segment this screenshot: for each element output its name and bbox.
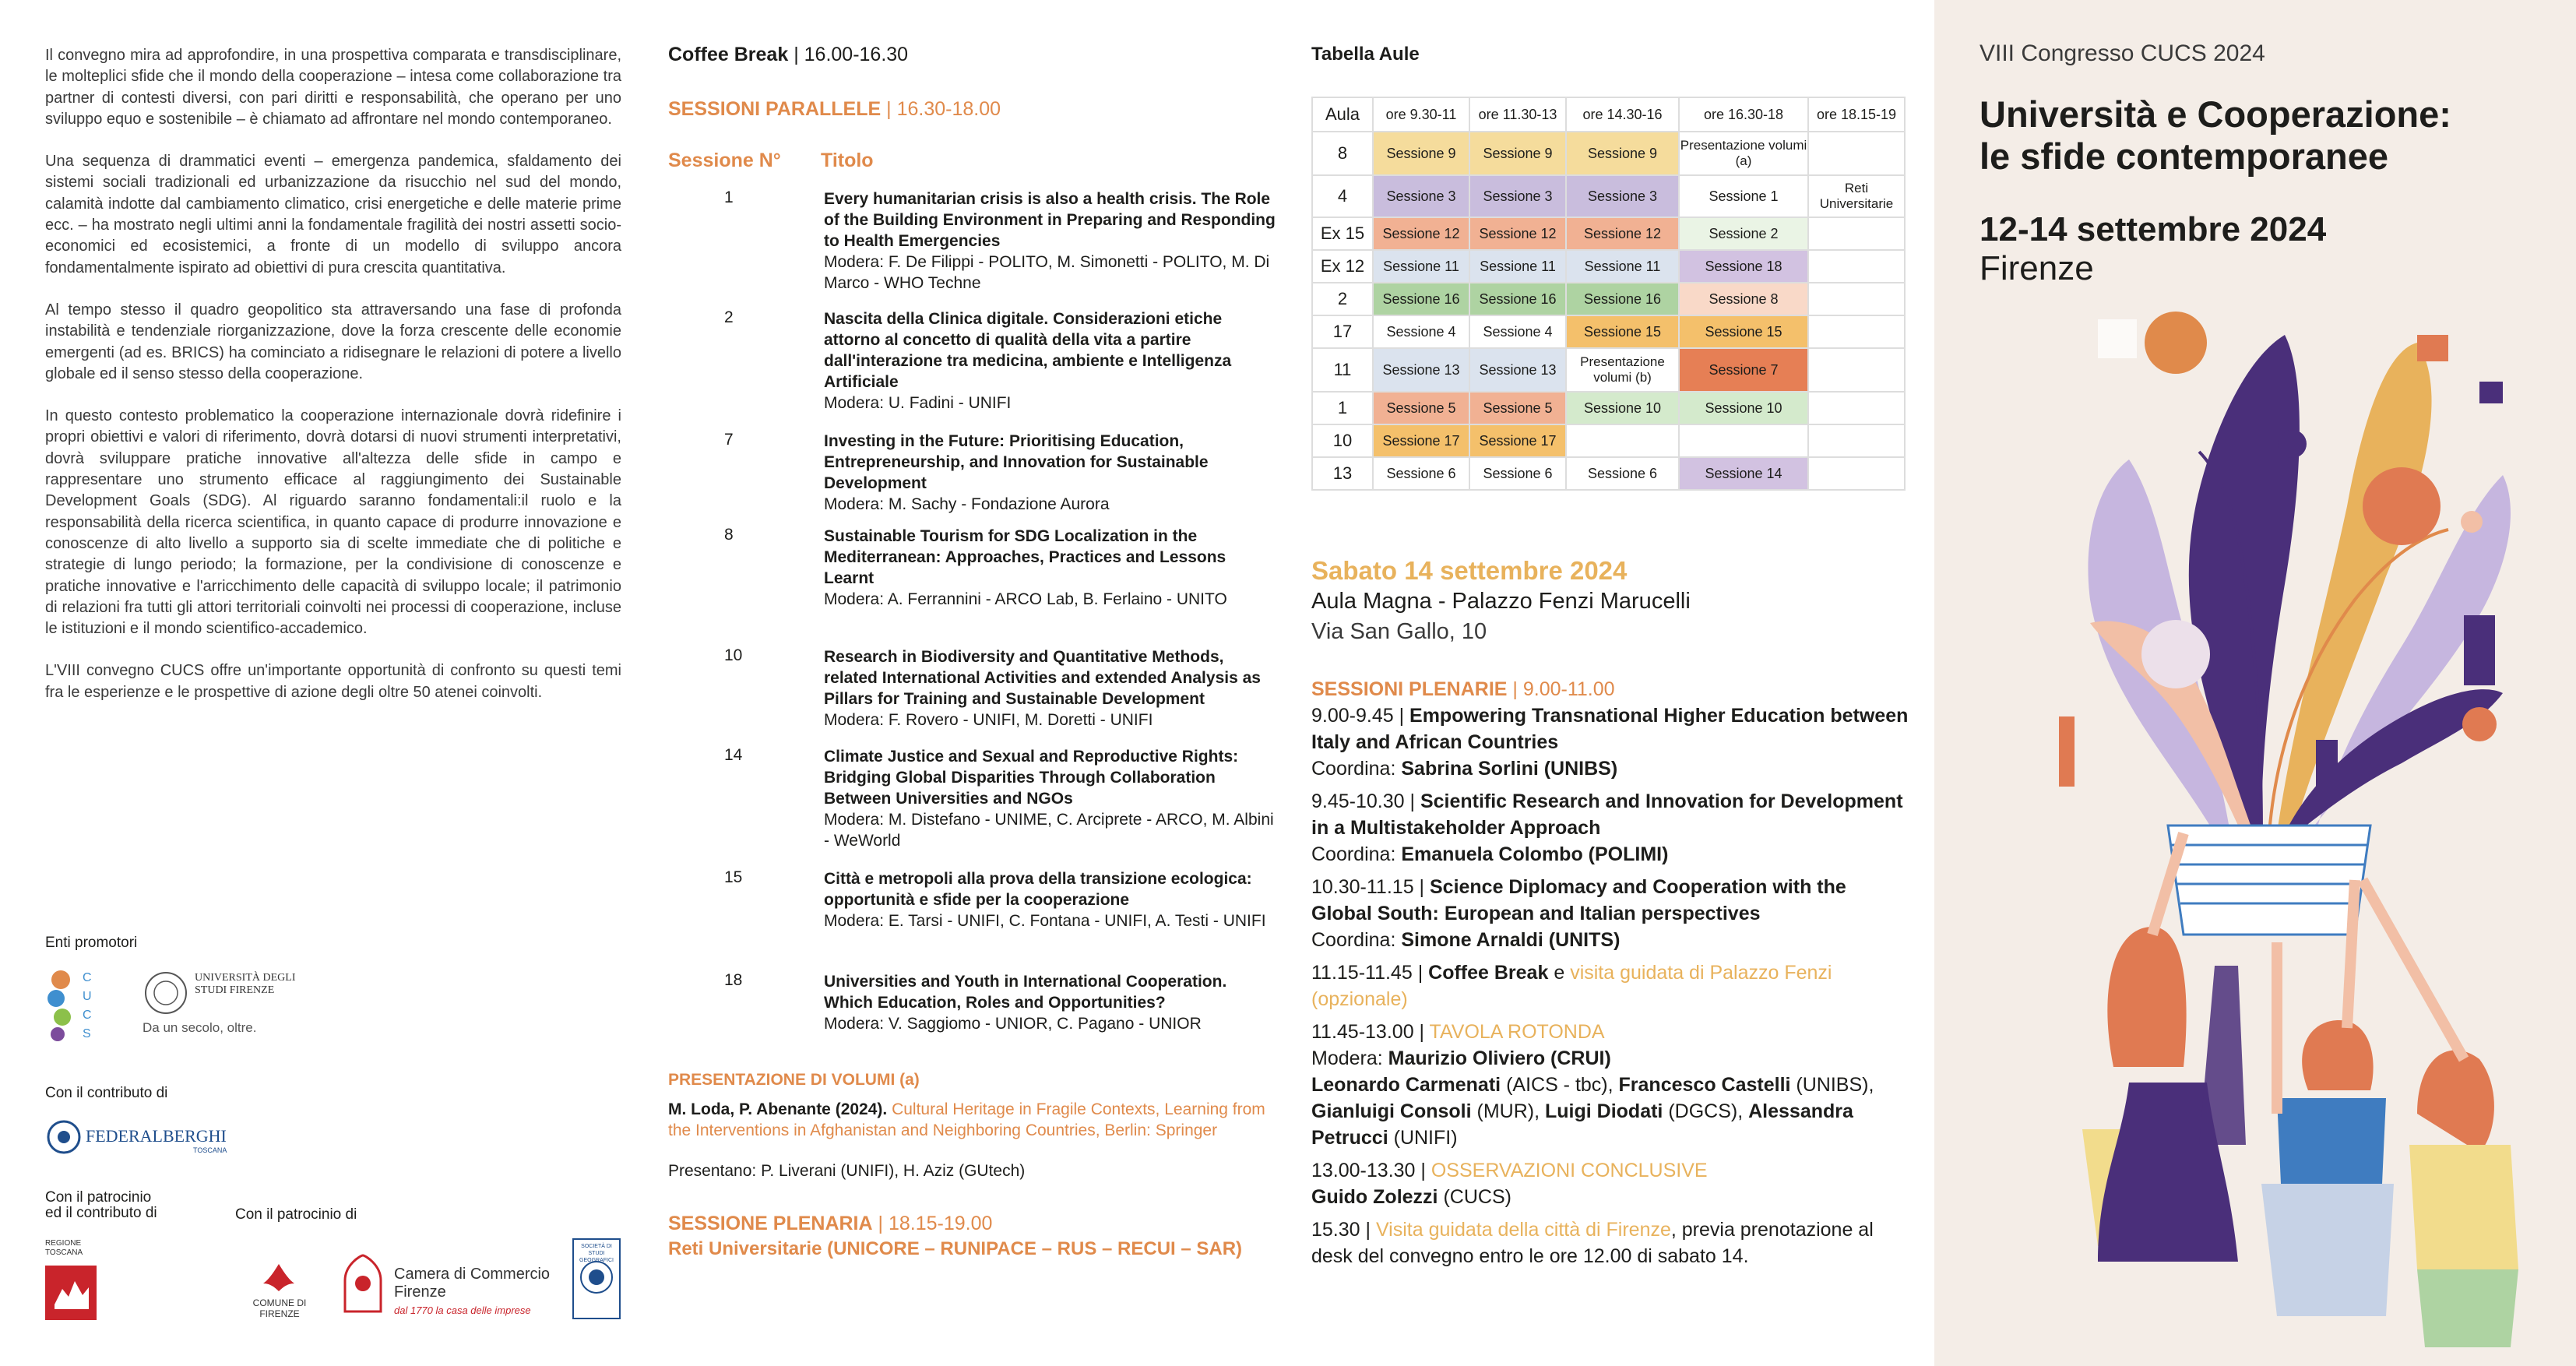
closing-remarks: 13.00-13.30 | OSSERVAZIONI CONCLUSIVE Guido Zolezzi (CUCS) xyxy=(1311,1160,1708,1208)
intro-paragraph-3: Al tempo stesso il quadro geopolitico sta attraversando una fase di profonda instabilità e tendenziale riorganizzazione, dove la forza crescente delle economie emergenti (ad es. BRICS) ha cominciato a ridisegnare le relazioni di potere a livello globale ed il senso stesso della cooperazione. xyxy=(45,301,621,382)
room-slot-cell: Sessione 11 xyxy=(1469,250,1566,283)
federalberghi-sub: TOSCANA xyxy=(193,1146,227,1154)
panelist-org: (UNIFI) xyxy=(1393,1127,1458,1149)
panelist-name: Luigi Diodati xyxy=(1545,1100,1663,1122)
volumi-title: Cultural Heritage in Fragile Contexts, Learning from the Interventions in Afghanistan and Neighboring Countries, Berlin: Springer xyxy=(668,1100,1265,1139)
room-slot-cell: Sessione 16 xyxy=(1469,283,1566,315)
decor-square xyxy=(2059,716,2075,787)
coffee-break-conj: e xyxy=(1554,962,1565,984)
table-row xyxy=(1312,250,1905,283)
session-title: Sustainable Tourism for SDG Localization in the Mediterranean: Approaches, Practices and Lessons Learnt xyxy=(824,527,1226,587)
col-session-header: Sessione N° xyxy=(668,150,781,171)
session-number: 7 xyxy=(724,431,734,449)
regione-toscana-logo xyxy=(45,1266,97,1320)
camera-name-2: Firenze xyxy=(394,1283,446,1301)
session-number: 14 xyxy=(724,746,743,764)
table-row xyxy=(1312,132,1905,175)
room-number: Ex 12 xyxy=(1312,250,1373,283)
city-tour-time: 15.30 xyxy=(1311,1219,1360,1241)
room-slot-cell xyxy=(1808,348,1905,392)
round-table: 11.45-13.00 | TAVOLA ROTONDA Modera: Maurizio Oliviero (CRUI) Leonardo Carmenati (AICS - tbc), Francesco Castelli (UNIBS), Gianluigi Consoli (MUR), Luigi Diodati (DGCS), Alessandra Petrucci (UNIFI) xyxy=(1311,1019,1911,1151)
coffee-break-sat-time: 11.15-11.45 xyxy=(1311,962,1413,984)
room-slot-cell xyxy=(1808,315,1905,348)
coffee-break-line: Coffee Break | 16.00-16.30 xyxy=(668,44,909,65)
session-row xyxy=(668,526,1291,646)
room-slot-cell xyxy=(1808,217,1905,250)
session-title: Research in Biodiversity and Quantitative Methods, related International Activities and extended Analysis as Pillars for Training and Sustainable Development xyxy=(824,648,1261,708)
panelist-name: Gianluigi Consoli xyxy=(1311,1100,1472,1122)
room-slot-cell xyxy=(1566,424,1679,457)
decor-circle xyxy=(2461,511,2483,533)
round-table-modera-label: Modera: xyxy=(1311,1047,1383,1069)
plenaria-label: SESSIONE PLENARIA xyxy=(668,1213,873,1234)
patrocinio-contributo-label-2: ed il contributo di xyxy=(45,1205,157,1221)
contributo-label: Con il contributo di xyxy=(45,1085,168,1101)
session-title: Universities and Youth in International Cooperation. Which Education, Roles and Opportunities? xyxy=(824,973,1227,1012)
cover-title xyxy=(1980,93,2451,178)
session-row xyxy=(668,308,1291,431)
cover-dates: 12-14 settembre 2024 xyxy=(1980,210,2327,248)
panelist-org: (UNIBS), xyxy=(1796,1074,1874,1096)
session-moderators: Modera: E. Tarsi - UNIFI, C. Fontana - UNIFI, A. Testi - UNIFI xyxy=(824,912,1266,930)
decor-square xyxy=(2464,615,2495,685)
room-slot-cell: Sessione 9 xyxy=(1566,132,1679,175)
leaves-group xyxy=(2088,335,2511,833)
table-row xyxy=(1312,283,1905,315)
room-slot-cell: Sessione 6 xyxy=(1566,457,1679,490)
room-number: Ex 15 xyxy=(1312,217,1373,250)
svg-text:S: S xyxy=(83,1027,91,1040)
camera-name-1: Camera di Commercio xyxy=(394,1266,551,1283)
table-row xyxy=(1312,217,1905,250)
federalberghi-icon xyxy=(45,1118,83,1156)
room-number: 4 xyxy=(1312,175,1373,217)
room-slot-cell: Sessione 2 xyxy=(1679,217,1808,250)
room-slot-cell: Sessione 16 xyxy=(1373,283,1469,315)
room-slot-cell: Sessione 12 xyxy=(1469,217,1566,250)
decor-square xyxy=(2316,740,2338,787)
room-number: 11 xyxy=(1312,348,1373,392)
room-slot-cell: Sessione 13 xyxy=(1373,348,1469,392)
round-table-panel xyxy=(1311,1072,1911,1151)
room-slot-cell xyxy=(1808,457,1905,490)
table-header-cell: ore 9.30-11 xyxy=(1373,97,1469,132)
room-slot-cell: Sessione 15 xyxy=(1566,315,1679,348)
session-moderators: Modera: M. Distefano - UNIME, C. Arciprete - ARCO, M. Albini - WeWorld xyxy=(824,811,1274,850)
closing-speaker: Guido Zolezzi xyxy=(1311,1186,1438,1208)
room-slot-cell: Sessione 10 xyxy=(1679,392,1808,424)
parallel-sessions-time: 16.30-18.00 xyxy=(896,98,1001,120)
session-number: 1 xyxy=(724,188,734,206)
session-row xyxy=(668,646,1291,746)
camera-motto: dal 1770 la casa delle imprese xyxy=(394,1304,531,1316)
room-slot-cell: Sessione 11 xyxy=(1566,250,1679,283)
plenary-2-time: 9.45-10.30 xyxy=(1311,790,1405,812)
unifi-motto: Da un secolo, oltre. xyxy=(143,1020,257,1035)
decor-circle xyxy=(2145,312,2207,374)
unifi-name: UNIVERSITÀ DEGLI STUDI FIRENZE xyxy=(195,972,296,996)
camera-commercio-emblem xyxy=(337,1249,389,1319)
comune-name: COMUNE DI FIRENZE xyxy=(252,1297,307,1319)
congress-label: VIII Congresso CUCS 2024 xyxy=(1980,40,2265,66)
round-table-label: TAVOLA ROTONDA xyxy=(1429,1021,1605,1043)
room-slot-cell: Sessione 3 xyxy=(1373,175,1469,217)
room-slot-cell: Sessione 18 xyxy=(1679,250,1808,283)
decor-square xyxy=(2098,319,2137,358)
plenary-1-time: 9.00-9.45 xyxy=(1311,705,1394,727)
plenarie-label: SESSIONI PLENARIE xyxy=(1311,678,1508,700)
cover-title-line-2: le sfide contemporanee xyxy=(1980,136,2388,177)
intro-paragraph-5: L'VIII convegno CUCS offre un'importante opportunità di confronto su questi temi fra le esperienze e le prospettive di azione degli oltre 50 atenei coinvolti. xyxy=(45,662,621,701)
room-slot-cell: Sessione 12 xyxy=(1566,217,1679,250)
room-slot-cell: Sessione 16 xyxy=(1566,283,1679,315)
coffee-break-sat-label: Coffee Break xyxy=(1428,962,1549,984)
svg-text:C: C xyxy=(83,971,92,984)
cover-illustration xyxy=(1981,288,2526,1366)
room-number: 1 xyxy=(1312,392,1373,424)
session-moderators: Modera: F. Rovero - UNIFI, M. Doretti - UNIFI xyxy=(824,711,1153,729)
room-slot-cell: Sessione 5 xyxy=(1373,392,1469,424)
plenary-3-coord: Simone Arnaldi (UNITS) xyxy=(1401,929,1621,951)
session-title: Every humanitarian crisis is also a health crisis. The Role of the Building Environment in Preparing and Responding to Health Emergencies xyxy=(824,190,1276,250)
city-tour-label: Visita guidata della città di Firenze xyxy=(1375,1219,1671,1241)
room-slot-cell xyxy=(1679,424,1808,457)
cover-panel xyxy=(1934,0,2576,1366)
table-header-cell: Aula xyxy=(1312,97,1373,132)
parallel-sessions-heading: SESSIONI PARALLELE | 16.30-18.00 xyxy=(668,98,1001,120)
room-slot-cell: Sessione 9 xyxy=(1469,132,1566,175)
room-slot-cell xyxy=(1808,392,1905,424)
room-number: 17 xyxy=(1312,315,1373,348)
patrocinio-contributo-label xyxy=(45,1190,157,1221)
room-slot-cell: Sessione 4 xyxy=(1373,315,1469,348)
round-table-moderator: Maurizio Oliviero (CRUI) xyxy=(1388,1047,1611,1069)
room-slot-cell xyxy=(1808,424,1905,457)
volumi-entry xyxy=(668,1099,1268,1141)
decor-circle xyxy=(2462,707,2497,741)
coffee-break-label: Coffee Break xyxy=(668,44,789,65)
room-number: 2 xyxy=(1312,283,1373,315)
room-slot-cell: Presentazione volumi (b) xyxy=(1566,348,1679,392)
coffee-break-sat: 11.15-11.45 | Coffee Break e visita guidata di Palazzo Fenzi (opzionale) xyxy=(1311,962,1832,1010)
table-row xyxy=(1312,315,1905,348)
closing-org: (CUCS) xyxy=(1443,1186,1511,1208)
cucs-logo xyxy=(45,966,107,1044)
room-slot-cell: Sessione 11 xyxy=(1373,250,1469,283)
room-slot-cell xyxy=(1808,250,1905,283)
session-title: Investing in the Future: Prioritising Education, Entrepreneurship, and Innovation for Sustainable Development xyxy=(824,432,1209,492)
coffee-break-time: 16.00-16.30 xyxy=(804,44,909,65)
plenary-2-title: Scientific Research and Innovation for Development in a Multistakeholder Approach xyxy=(1311,790,1903,839)
session-row xyxy=(668,746,1291,868)
city-tour-details: , previa prenotazione al desk del convegno entro le ore 12.00 di sabato 14. xyxy=(1311,1219,1874,1267)
plenaria-time: 18.15-19.00 xyxy=(888,1213,993,1234)
plenary-3-time: 10.30-11.15 xyxy=(1311,876,1414,898)
room-slot-cell: Presentazione volumi (a) xyxy=(1679,132,1808,175)
room-number: 10 xyxy=(1312,424,1373,457)
session-moderators: Modera: A. Ferrannini - ARCO Lab, B. Ferlaino - UNITO xyxy=(824,590,1227,608)
intro-paragraph-1: Il convegno mira ad approfondire, in una prospettiva comparata e transdisciplinare, le molteplici sfide che il mondo della cooperazione – intesa come collaborazione tra partner di contesti diversi, con pari diritti e responsabilità, che operano per uno sviluppo equo e sostenibile – è chiamato ad affrontare nel mondo contemporaneo. xyxy=(45,47,621,128)
session-row xyxy=(668,971,1291,1057)
room-slot-cell: Sessione 17 xyxy=(1469,424,1566,457)
table-row xyxy=(1312,424,1905,457)
sessions-list xyxy=(668,188,1291,1057)
cover-city: Firenze xyxy=(1980,249,2094,287)
cover-title-line-1: Università e Cooperazione: xyxy=(1980,93,2451,135)
session-moderators: Modera: U. Fadini - UNIFI xyxy=(824,394,1012,412)
room-slot-cell: Sessione 17 xyxy=(1373,424,1469,457)
striped-pot xyxy=(2168,826,2370,935)
table-row xyxy=(1312,348,1905,392)
session-number: 2 xyxy=(724,308,734,326)
session-moderators: Modera: F. De Filippi - POLITO, M. Simonetti - POLITO, M. Di Marco - WHO Techne xyxy=(824,253,1270,292)
volumi-presentano: Presentano: P. Liverani (UNIFI), H. Aziz (GUtech) xyxy=(668,1162,1026,1180)
table-row xyxy=(1312,457,1905,490)
session-moderators: Modera: V. Saggiomo - UNIOR, C. Pagano - UNIOR xyxy=(824,1015,1202,1033)
coord-label: Coordina: xyxy=(1311,843,1396,865)
room-slot-cell: Sessione 10 xyxy=(1566,392,1679,424)
decor-circle xyxy=(2141,620,2210,688)
session-title: Città e metropoli alla prova della transizione ecologica: opportunità e sfide per la cooperazione xyxy=(824,870,1252,909)
societa-name: SOCIETÀ DI STUDI GEOGRAFICI xyxy=(579,1244,614,1263)
panelist-name: Leonardo Carmenati xyxy=(1311,1074,1501,1096)
room-slot-cell: Sessione 15 xyxy=(1679,315,1808,348)
volumi-authors: M. Loda, P. Abenante (2024). xyxy=(668,1100,888,1118)
saturday-venue: Aula Magna - Palazzo Fenzi Marucelli xyxy=(1311,589,1691,614)
table-header-row xyxy=(1312,97,1905,132)
plenary-1-coord: Sabrina Sorlini (UNIBS) xyxy=(1401,758,1618,780)
room-slot-cell: Sessione 4 xyxy=(1469,315,1566,348)
session-title: Nascita della Clinica digitale. Considerazioni etiche attorno al concetto di qualità della vita a partire dall'interazione tra medicina, ambiente e Intelligenza Artificiale xyxy=(824,310,1232,391)
room-slot-cell: Sessione 13 xyxy=(1469,348,1566,392)
room-slot-cell xyxy=(1808,283,1905,315)
plenary-3: 10.30-11.15 | Science Diplomacy and Cooperation with the Global South: European and Italian perspectives Coordina: Simone Arnaldi (UNITS) xyxy=(1311,876,1846,951)
room-slot-cell: Sessione 3 xyxy=(1469,175,1566,217)
plenary-1: 9.00-9.45 | Empowering Transnational Higher Education between Italy and African Countries Coordina: Sabrina Sorlini (UNIBS) xyxy=(1311,705,1909,780)
room-slot-cell: Sessione 5 xyxy=(1469,392,1566,424)
svg-text:U: U xyxy=(83,990,92,1003)
table-header-cell: ore 11.30-13 xyxy=(1469,97,1566,132)
saturday-date: Sabato 14 settembre 2024 xyxy=(1311,556,1628,585)
rooms-table-body xyxy=(1312,132,1905,490)
coffee-break-visit: visita guidata di Palazzo Fenzi (opzionale) xyxy=(1311,962,1832,1010)
decor-square xyxy=(2417,335,2448,361)
closing-time: 13.00-13.30 xyxy=(1311,1160,1416,1181)
round-table-time: 11.45-13.00 xyxy=(1311,1021,1414,1043)
room-number: 8 xyxy=(1312,132,1373,175)
panelist-org: (DGCS), xyxy=(1668,1100,1744,1122)
rooms-table xyxy=(1311,97,1906,491)
session-number: 8 xyxy=(724,526,734,544)
room-slot-cell: Sessione 1 xyxy=(1679,175,1808,217)
promotori-label: Enti promotori xyxy=(45,935,138,951)
decor-square xyxy=(2479,382,2503,403)
room-slot-cell: Sessione 12 xyxy=(1373,217,1469,250)
plenary-2: 9.45-10.30 | Scientific Research and Innovation for Development in a Multistakeholder Approach Coordina: Emanuela Colombo (POLIMI) xyxy=(1311,790,1903,865)
city-tour: 15.30 | Visita guidata della città di Firenze, previa prenotazione al desk del convegno entro le ore 12.00 di sabato 14. xyxy=(1311,1219,1874,1267)
plenary-2-coord: Emanuela Colombo (POLIMI) xyxy=(1401,843,1669,865)
room-slot-cell xyxy=(1808,132,1905,175)
coord-label: Coordina: xyxy=(1311,929,1396,951)
intro-paragraph-2: Una sequenza di drammatici eventi – emergenza pandemica, sfaldamento dei sistemi sociali tradizionali ed urbanizzazione da risucchio nel sud del mondo, calamità indotte dal cambiamento climatico, crisi energetiche e delle materie prime ecc. – ha mostrato negli ultimi anni la fondamentale fragilità dei nostri assetti socio-economici ed ecosistemici, a fronte di un modello di sviluppo ancora fondamentalmente ispirato ad obiettivi di pura crescita quantitativa. xyxy=(45,153,621,276)
unifi-seal-icon xyxy=(143,970,189,1016)
table-header-cell: ore 18.15-19 xyxy=(1808,97,1905,132)
table-row xyxy=(1312,392,1905,424)
federalberghi-logo: FEDERALBERGHI xyxy=(86,1126,227,1146)
session-row xyxy=(668,188,1291,308)
session-row xyxy=(668,868,1291,971)
col-title-header: Titolo xyxy=(821,150,874,171)
session-title: Climate Justice and Sexual and Reproductive Rights: Bridging Global Disparities Through Collaboration Between Universities and NGOs xyxy=(824,748,1239,808)
plenary-3-title: Science Diplomacy and Cooperation with the Global South: European and Italian perspectives xyxy=(1311,876,1846,924)
room-slot-cell: Sessione 9 xyxy=(1373,132,1469,175)
plenaria-heading: SESSIONE PLENARIA | 18.15-19.00 xyxy=(668,1213,993,1234)
aule-title: Tabella Aule xyxy=(1311,44,1420,65)
volumi-heading: PRESENTAZIONE DI VOLUMI (a) xyxy=(668,1071,920,1089)
room-slot-cell: Sessione 3 xyxy=(1566,175,1679,217)
patrocinio-label: Con il patrocinio di xyxy=(235,1206,357,1223)
session-number: 10 xyxy=(724,646,743,664)
room-slot-cell: Sessione 8 xyxy=(1679,283,1808,315)
svg-text:C: C xyxy=(83,1009,92,1022)
table-header-cell: ore 14.30-16 xyxy=(1566,97,1679,132)
panelist-org: (AICS - tbc), xyxy=(1506,1074,1614,1096)
plenaria-networks: Reti Universitarie (UNICORE – RUNIPACE – RUS – RECUI – SAR) xyxy=(668,1238,1243,1259)
plenarie-heading: SESSIONI PLENARIE | 9.00-11.00 xyxy=(1311,678,1615,700)
table-header-cell: ore 16.30-18 xyxy=(1679,97,1808,132)
room-slot-cell: Reti Universitarie xyxy=(1808,175,1905,217)
coord-label: Coordina: xyxy=(1311,758,1396,780)
panelist-name: Francesco Castelli xyxy=(1618,1074,1791,1096)
firenze-lily-icon xyxy=(255,1260,302,1295)
saturday-address: Via San Gallo, 10 xyxy=(1311,619,1487,644)
session-number: 18 xyxy=(724,971,743,989)
parallel-sessions-label: SESSIONI PARALLELE xyxy=(668,98,882,120)
decor-circle xyxy=(2363,467,2441,545)
panelist-name: Alessandra Petrucci xyxy=(1311,1100,1853,1149)
closing-label: OSSERVAZIONI CONCLUSIVE xyxy=(1431,1160,1708,1181)
room-slot-cell: Sessione 6 xyxy=(1469,457,1566,490)
panelist-org: (MUR), xyxy=(1476,1100,1540,1122)
intro-paragraph-4: In questo contesto problematico la cooperazione internazionale dovrà ridefinire i propri obiettivi e valori di riferimento, dovrà dotarsi di nuovi strumenti interpretativi, dovrà sviluppare pratiche innovative all'altezza delle sfide in campo e rappresentare uno strumento efficace al raggiungimento dei Sustainable Development Goals (SDG). Al riguardo saranno fondamentali:il ruolo e la responsabilità della ricerca scientifica, in quanto capace di produrre innovazione e conoscenze di alto livello a supporto sia di scelte immediate che di politiche e strategie di lungo periodo; la formazione, per la condivisione di conoscenze e pratiche innovative e l'arricchimento delle capacità di sviluppo locale; il patrimonio di relazioni fra tutti gli attori territoriali coinvolti nei processi di cooperazione, incluse le istituzioni e il mondo scientifico-accademico. xyxy=(45,407,621,638)
decor-circle xyxy=(2279,430,2307,458)
saturday-program xyxy=(1311,676,1911,1269)
table-row xyxy=(1312,175,1905,217)
plenary-1-title: Empowering Transnational Higher Education between Italy and African Countries xyxy=(1311,705,1909,753)
room-slot-cell: Sessione 7 xyxy=(1679,348,1808,392)
regione-name: REGIONE TOSCANA xyxy=(45,1239,83,1257)
room-number: 13 xyxy=(1312,457,1373,490)
plenarie-time: 9.00-11.00 xyxy=(1522,678,1615,700)
session-row xyxy=(668,431,1291,526)
room-slot-cell: Sessione 6 xyxy=(1373,457,1469,490)
intro-text xyxy=(45,45,621,724)
session-number: 15 xyxy=(724,868,743,886)
session-moderators: Modera: M. Sachy - Fondazione Aurora xyxy=(824,495,1110,513)
room-slot-cell: Sessione 14 xyxy=(1679,457,1808,490)
patrocinio-contributo-label-1: Con il patrocinio xyxy=(45,1189,152,1206)
